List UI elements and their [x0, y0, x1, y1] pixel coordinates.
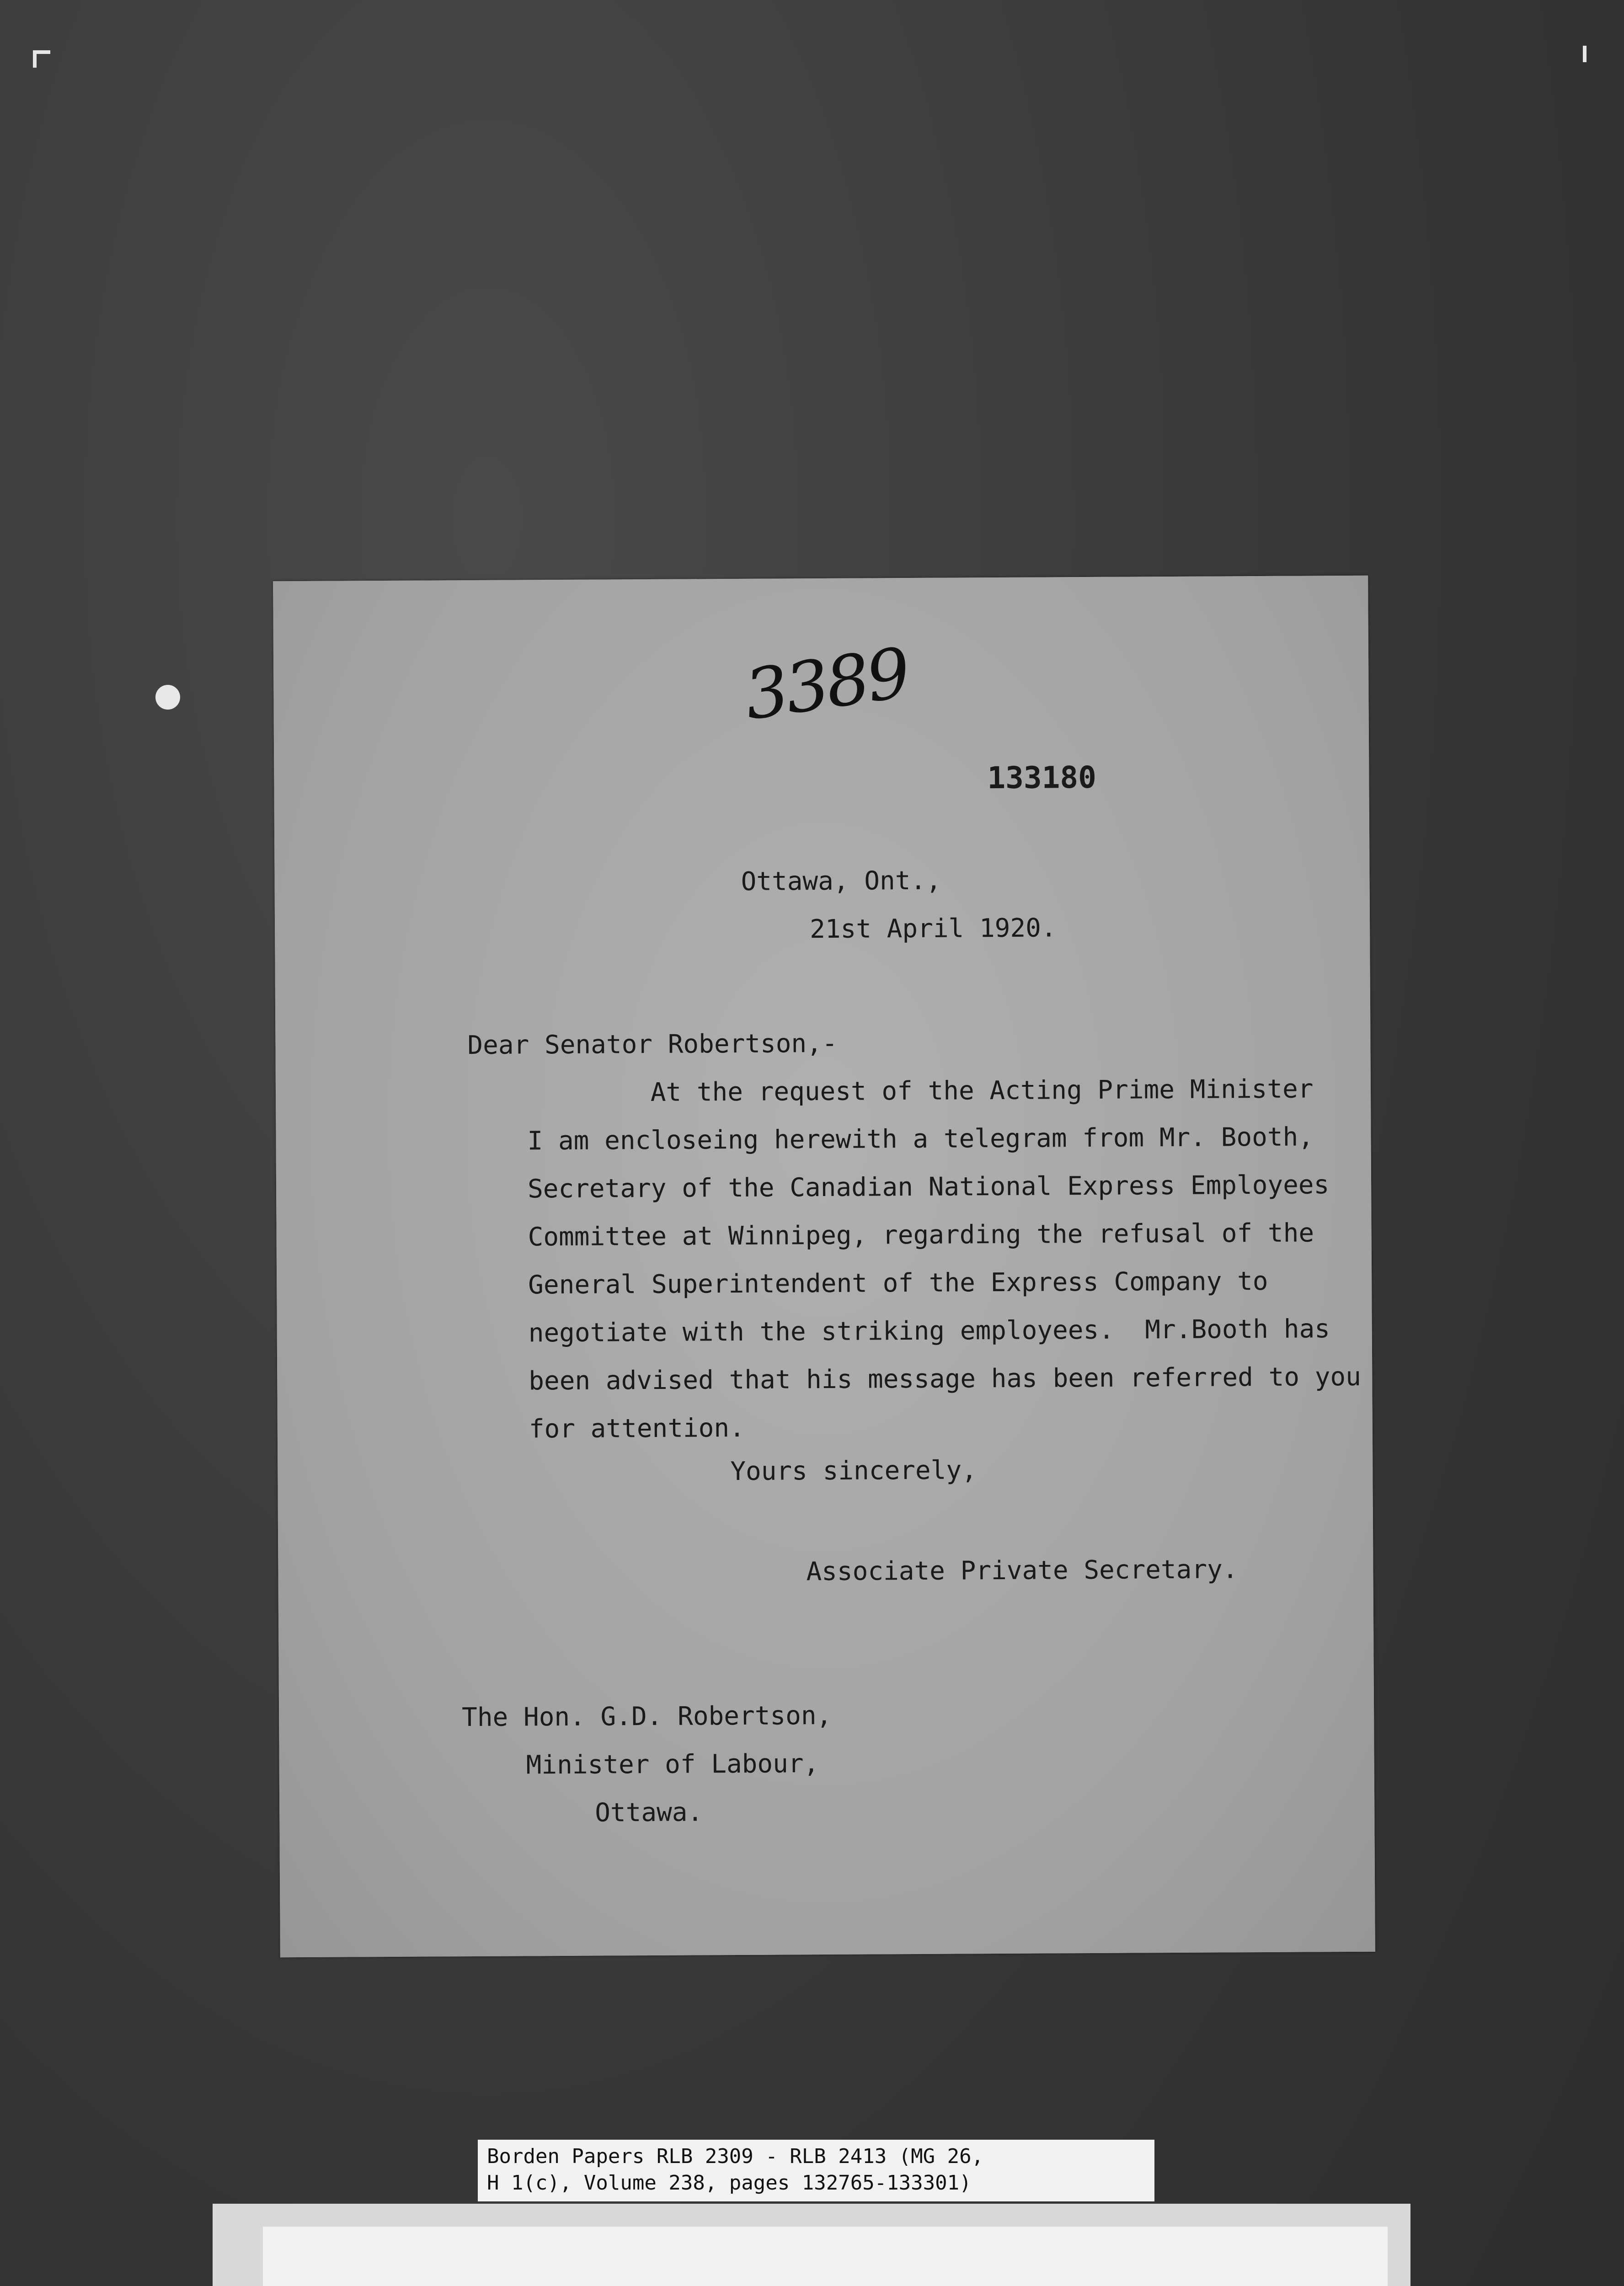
letter-page [273, 576, 1375, 1957]
closing: Yours sincerely, [730, 1455, 977, 1487]
body-line: Secretary of the Canadian National Express Employees [527, 1170, 1330, 1204]
body-line: At the request of the Acting Prime Minister [527, 1074, 1314, 1108]
salutation: Dear Senator Robertson,- [467, 1028, 838, 1061]
citation-line: H 1(c), Volume 238, pages 132765-133301) [487, 2171, 972, 2195]
punch-hole [155, 685, 180, 710]
body-line: for attention. [529, 1413, 745, 1444]
citation-line: Borden Papers RLB 2309 - RLB 2413 (MG 26, [487, 2145, 984, 2168]
film-edge-mark [1569, 46, 1587, 62]
body-line: been advised that his message has been referred to you [529, 1362, 1362, 1396]
body-line: negotiate with the striking employees. Mr.Booth has [528, 1314, 1330, 1348]
addressee-city: Ottawa. [595, 1797, 703, 1828]
body-line: I am encloseing herewith a telegram from Mr. Booth, [527, 1122, 1314, 1156]
signature-title: Associate Private Secretary. [806, 1554, 1238, 1587]
body-line: General Superintendent of the Express Company to [528, 1266, 1268, 1300]
citation-label [478, 2140, 1154, 2201]
handwritten-number: 3389 [739, 633, 913, 736]
body-line: Committee at Winnipeg, regarding the refusal of the [528, 1218, 1314, 1252]
letter-date: 21st April 1920. [809, 913, 1057, 945]
addressee-title: Minister of Labour, [526, 1749, 819, 1780]
archive-card [263, 2227, 1388, 2286]
film-corner-mark [33, 50, 50, 68]
letter-place: Ottawa, Ont., [741, 865, 942, 897]
addressee-name: The Hon. G.D. Robertson, [461, 1700, 832, 1733]
document-number: 133180 [987, 759, 1097, 796]
